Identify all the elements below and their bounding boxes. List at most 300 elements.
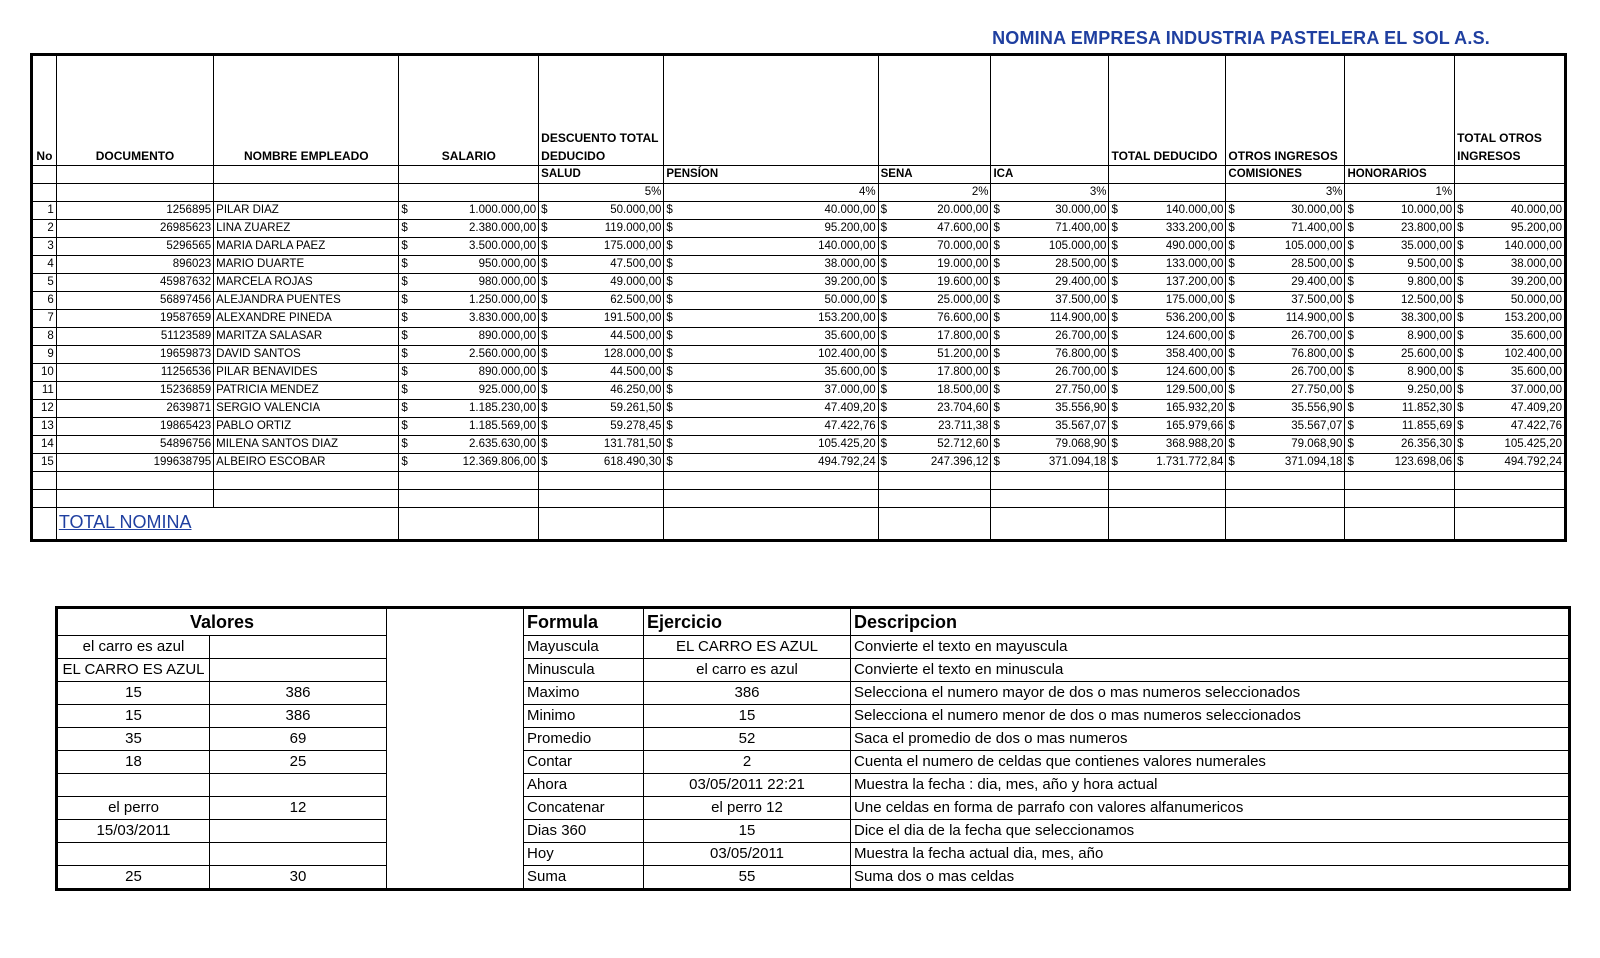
salud-value: 128.000,00	[603, 348, 662, 360]
currency-symbol: $	[1457, 204, 1464, 216]
currency-symbol: $	[666, 438, 673, 450]
total-ded-value: 368.988,20	[1165, 438, 1224, 450]
currency-symbol: $	[880, 438, 888, 450]
sena-cell	[878, 238, 991, 256]
total-ded-cell	[1109, 364, 1226, 382]
ica-value: 26.700,00	[1055, 366, 1107, 378]
comisiones-cell	[1226, 400, 1345, 418]
currency-symbol: $	[1111, 258, 1118, 270]
pension-value: 40.000,00	[824, 204, 876, 216]
total-otros-value: 105.425,20	[1504, 438, 1562, 450]
gap-cell	[387, 659, 524, 682]
salud-value: 191.500,00	[603, 312, 662, 324]
blank-cell	[1109, 472, 1226, 490]
pension-value: 102.400,00	[818, 348, 876, 360]
salud-cell	[539, 202, 664, 220]
salud-value: 62.500,00	[610, 294, 662, 306]
currency-symbol: $	[1457, 366, 1464, 378]
honorarios-cell	[1345, 382, 1455, 400]
total-otros-cell	[1455, 418, 1566, 436]
row-number: 9	[32, 346, 57, 364]
sena-value: 17.800,00	[937, 366, 989, 378]
total-otros-value: 37.000,00	[1510, 384, 1562, 396]
currency-symbol: $	[1111, 402, 1118, 414]
row-number: 12	[32, 400, 57, 418]
row-number: 7	[32, 310, 57, 328]
currency-symbol: $	[1347, 330, 1354, 342]
header-formula: Formula	[524, 608, 644, 636]
honorarios-value: 8.900,00	[1407, 330, 1453, 342]
ejercicio-cell: 2	[644, 751, 851, 774]
currency-symbol: $	[880, 240, 888, 252]
currency-symbol: $	[1111, 276, 1118, 288]
salario-value: 890.000,00	[478, 366, 537, 378]
total-cell	[878, 508, 991, 541]
sena-cell	[878, 454, 991, 472]
currency-symbol: $	[1111, 366, 1118, 378]
total-nomina-label[interactable]: TOTAL NOMINA	[58, 512, 192, 532]
documento-cell: 896023	[56, 256, 213, 274]
pension-cell	[664, 382, 878, 400]
documento-cell: 2639871	[56, 400, 213, 418]
honorarios-value: 9.250,00	[1407, 384, 1453, 396]
nombre-cell: ALEXANDRE PINEDA	[214, 310, 399, 328]
blank-cell	[56, 472, 213, 490]
currency-symbol: $	[880, 294, 888, 306]
ica-cell	[991, 346, 1109, 364]
salario-cell	[399, 328, 539, 346]
total-otros-cell	[1455, 328, 1566, 346]
total-ded-cell	[1109, 292, 1226, 310]
rate-empty	[56, 184, 213, 202]
honorarios-value: 11.855,69	[1401, 420, 1453, 432]
documento-cell: 51123589	[56, 328, 213, 346]
sena-value: 19.600,00	[937, 276, 989, 288]
honorarios-cell	[1345, 328, 1455, 346]
total-row	[32, 508, 1566, 541]
valor-1-cell: el perro	[57, 797, 210, 820]
valor-2-cell: 25	[210, 751, 387, 774]
currency-symbol: $	[401, 348, 408, 360]
pension-cell	[664, 400, 878, 418]
ica-cell	[991, 436, 1109, 454]
comisiones-value: 35.567,07	[1291, 420, 1343, 432]
currency-symbol: $	[880, 276, 888, 288]
currency-symbol: $	[993, 276, 1000, 288]
total-otros-value: 47.422,76	[1510, 420, 1562, 432]
currency-symbol: $	[666, 384, 673, 396]
comisiones-cell	[1226, 382, 1345, 400]
currency-symbol: $	[401, 330, 408, 342]
sena-value: 18.500,00	[937, 384, 989, 396]
currency-symbol: $	[1228, 204, 1235, 216]
comisiones-cell	[1226, 364, 1345, 382]
nombre-cell: ALBEIRO ESCOBAR	[214, 454, 399, 472]
total-otros-value: 39.200,00	[1510, 276, 1562, 288]
sena-value: 47.600,00	[937, 222, 989, 234]
salud-value: 59.261,50	[610, 402, 662, 414]
honorarios-cell	[1345, 364, 1455, 382]
nombre-cell: LINA ZUAREZ	[214, 220, 399, 238]
salario-cell	[399, 202, 539, 220]
subheader-empty	[1109, 166, 1226, 184]
gap-cell	[387, 843, 524, 866]
currency-symbol: $	[880, 384, 888, 396]
total-ded-value: 536.200,00	[1165, 312, 1224, 324]
subheader-comisiones: COMISIONES	[1226, 166, 1345, 184]
currency-symbol: $	[1228, 330, 1235, 342]
descripcion-cell: Dice el dia de la fecha que seleccionamos	[851, 820, 1570, 843]
valor-2-cell	[210, 820, 387, 843]
salario-cell	[399, 436, 539, 454]
blank-cell	[1226, 490, 1345, 508]
valor-1-cell: 15	[57, 705, 210, 728]
function-row	[57, 636, 1570, 659]
total-otros-value: 102.400,00	[1504, 348, 1562, 360]
salud-cell	[539, 292, 664, 310]
currency-symbol: $	[880, 330, 888, 342]
gap-cell	[387, 866, 524, 890]
pension-value: 105.425,20	[818, 438, 876, 450]
rate-salud: 5%	[539, 184, 664, 202]
pension-cell	[664, 238, 878, 256]
pension-value: 153.200,00	[818, 312, 876, 324]
currency-symbol: $	[541, 258, 548, 270]
documento-cell: 199638795	[56, 454, 213, 472]
total-otros-value: 35.600,00	[1510, 366, 1562, 378]
currency-symbol: $	[541, 222, 548, 234]
blank-cell	[664, 490, 878, 508]
sena-value: 23.704,60	[937, 402, 989, 414]
payroll-table	[30, 53, 1567, 542]
total-otros-value: 38.000,00	[1510, 258, 1562, 270]
currency-symbol: $	[1347, 204, 1354, 216]
salario-value: 3.830.000,00	[469, 312, 537, 324]
currency-symbol: $	[1347, 438, 1354, 450]
row-number: 10	[32, 364, 57, 382]
total-otros-cell	[1455, 310, 1566, 328]
comisiones-cell	[1226, 436, 1345, 454]
currency-symbol: $	[666, 294, 673, 306]
sena-value: 76.600,00	[937, 312, 989, 324]
pension-value: 47.422,76	[824, 420, 876, 432]
total-ded-value: 137.200,00	[1165, 276, 1224, 288]
descripcion-cell: Suma dos o mas celdas	[851, 866, 1570, 890]
total-ded-cell	[1109, 220, 1226, 238]
blank-cell	[991, 490, 1109, 508]
gap-cell	[387, 682, 524, 705]
currency-symbol: $	[541, 330, 548, 342]
ica-value: 105.000,00	[1048, 240, 1107, 252]
honorarios-value: 9.800,00	[1407, 276, 1453, 288]
currency-symbol: $	[993, 402, 1000, 414]
gap-cell	[387, 820, 524, 843]
total-ded-value: 129.500,00	[1165, 384, 1224, 396]
documento-cell: 19865423	[56, 418, 213, 436]
comisiones-value: 26.700,00	[1291, 366, 1343, 378]
sena-cell	[878, 202, 991, 220]
comisiones-cell	[1226, 202, 1345, 220]
salario-value: 1.185.569,00	[469, 420, 537, 432]
pension-cell	[664, 274, 878, 292]
rate-honorarios: 1%	[1345, 184, 1455, 202]
honorarios-cell	[1345, 292, 1455, 310]
ejercicio-cell: 15	[644, 820, 851, 843]
ica-cell	[991, 238, 1109, 256]
total-otros-cell	[1455, 400, 1566, 418]
currency-symbol: $	[1111, 384, 1118, 396]
row-number: 6	[32, 292, 57, 310]
documento-cell: 11256536	[56, 364, 213, 382]
currency-symbol: $	[401, 438, 408, 450]
honorarios-value: 8.900,00	[1407, 366, 1453, 378]
salario-value: 1.185.230,00	[469, 402, 537, 414]
currency-symbol: $	[1228, 294, 1235, 306]
currency-symbol: $	[666, 276, 673, 288]
currency-symbol: $	[993, 240, 1000, 252]
sena-value: 51.200,00	[937, 348, 989, 360]
sheet-title: NOMINA EMPRESA INDUSTRIA PASTELERA EL SOL A.S.	[992, 28, 1490, 48]
currency-symbol: $	[1228, 348, 1235, 360]
honorarios-value: 25.600,00	[1400, 348, 1453, 360]
currency-symbol: $	[1111, 420, 1118, 432]
employee-row	[32, 238, 1566, 256]
total-ded-value: 124.600,00	[1165, 366, 1224, 378]
nombre-cell: MARITZA SALASAR	[214, 328, 399, 346]
function-row	[57, 843, 1570, 866]
header-documento: DOCUMENTO	[56, 55, 213, 166]
valor-2-cell	[210, 774, 387, 797]
header-empty-pension	[664, 55, 878, 166]
employee-row	[32, 436, 1566, 454]
ica-value: 71.400,00	[1055, 222, 1107, 234]
currency-symbol: $	[666, 240, 673, 252]
ica-cell	[991, 400, 1109, 418]
gap-cell	[387, 774, 524, 797]
valor-1-cell: EL CARRO ES AZUL	[57, 659, 210, 682]
blank-cell	[1455, 490, 1566, 508]
honorarios-cell	[1345, 436, 1455, 454]
nombre-cell: PATRICIA MENDEZ	[214, 382, 399, 400]
total-otros-cell	[1455, 202, 1566, 220]
currency-symbol: $	[541, 348, 548, 360]
currency-symbol: $	[401, 420, 408, 432]
header-descuento: DESCUENTO TOTAL DEDUCIDO	[539, 55, 664, 166]
employee-row	[32, 310, 1566, 328]
nombre-cell: ALEJANDRA PUENTES	[214, 292, 399, 310]
salud-cell	[539, 310, 664, 328]
valor-2-cell: 386	[210, 682, 387, 705]
currency-symbol: $	[1457, 438, 1464, 450]
ica-value: 26.700,00	[1055, 330, 1107, 342]
descripcion-cell: Muestra la fecha actual dia, mes, año	[851, 843, 1570, 866]
currency-symbol: $	[1228, 240, 1235, 252]
valor-2-cell	[210, 843, 387, 866]
subheader-empty	[1455, 166, 1566, 184]
sena-cell	[878, 310, 991, 328]
gap-cell	[387, 728, 524, 751]
total-ded-value: 333.200,00	[1165, 222, 1224, 234]
pension-value: 35.600,00	[824, 366, 876, 378]
salud-cell	[539, 220, 664, 238]
salario-cell	[399, 292, 539, 310]
comisiones-value: 35.556,90	[1291, 402, 1343, 414]
function-row	[57, 866, 1570, 890]
currency-symbol: $	[666, 330, 673, 342]
sena-cell	[878, 328, 991, 346]
sena-cell	[878, 292, 991, 310]
ica-value: 37.500,00	[1055, 294, 1107, 306]
pension-value: 47.409,20	[824, 402, 876, 414]
currency-symbol: $	[1111, 204, 1118, 216]
total-cell	[1455, 508, 1566, 541]
valor-2-cell: 30	[210, 866, 387, 890]
currency-symbol: $	[993, 438, 1000, 450]
currency-symbol: $	[401, 366, 408, 378]
comisiones-cell	[1226, 220, 1345, 238]
currency-symbol: $	[401, 222, 408, 234]
comisiones-value: 79.068,90	[1291, 438, 1343, 450]
currency-symbol: $	[541, 312, 548, 324]
valor-1-cell	[57, 843, 210, 866]
currency-symbol: $	[1228, 312, 1235, 324]
total-otros-cell	[1455, 274, 1566, 292]
ejercicio-cell: el perro 12	[644, 797, 851, 820]
blank-cell	[32, 490, 57, 508]
descripcion-cell: Convierte el texto en minuscula	[851, 659, 1570, 682]
sena-cell	[878, 220, 991, 238]
formula-cell: Suma	[524, 866, 644, 890]
documento-cell: 19659873	[56, 346, 213, 364]
honorarios-value: 26.356,30	[1400, 438, 1453, 450]
currency-symbol: $	[1457, 276, 1464, 288]
salario-cell	[399, 220, 539, 238]
comisiones-value: 371.094,18	[1284, 456, 1343, 468]
valor-1-cell: 18	[57, 751, 210, 774]
employee-row	[32, 202, 1566, 220]
currency-symbol: $	[666, 366, 673, 378]
currency-symbol: $	[1228, 456, 1235, 468]
row-number: 15	[32, 454, 57, 472]
nombre-cell: PABLO ORTIZ	[214, 418, 399, 436]
honorarios-cell	[1345, 310, 1455, 328]
sena-value: 23.711,38	[938, 420, 989, 432]
formula-cell: Mayuscula	[524, 636, 644, 659]
currency-symbol: $	[1111, 330, 1118, 342]
honorarios-cell	[1345, 418, 1455, 436]
currency-symbol: $	[993, 294, 1000, 306]
total-otros-cell	[1455, 220, 1566, 238]
salud-cell	[539, 400, 664, 418]
salud-cell	[539, 256, 664, 274]
total-ded-cell	[1109, 418, 1226, 436]
total-ded-value: 1.731.772,84	[1156, 456, 1224, 468]
total-nomina-cell[interactable]	[56, 508, 399, 541]
comisiones-cell	[1226, 454, 1345, 472]
row-number: 13	[32, 418, 57, 436]
ica-value: 27.750,00	[1055, 384, 1107, 396]
function-row	[57, 797, 1570, 820]
ica-cell	[991, 256, 1109, 274]
pension-value: 39.200,00	[824, 276, 876, 288]
blank-cell	[539, 472, 664, 490]
honorarios-value: 10.000,00	[1400, 204, 1453, 216]
row-number: 4	[32, 256, 57, 274]
comisiones-cell	[1226, 328, 1345, 346]
total-ded-cell	[1109, 256, 1226, 274]
row-number: 3	[32, 238, 57, 256]
honorarios-cell	[1345, 256, 1455, 274]
salario-cell	[399, 382, 539, 400]
function-row	[57, 659, 1570, 682]
salud-value: 49.000,00	[610, 276, 662, 288]
subheader-sena: SENA	[878, 166, 991, 184]
salud-value: 44.500,00	[610, 330, 662, 342]
ica-value: 371.094,18	[1048, 456, 1107, 468]
currency-symbol: $	[1347, 366, 1354, 378]
pension-cell	[664, 220, 878, 238]
pension-cell	[664, 418, 878, 436]
total-ded-cell	[1109, 238, 1226, 256]
blank-cell	[399, 490, 539, 508]
currency-symbol: $	[880, 204, 888, 216]
honorarios-value: 38.300,00	[1400, 312, 1453, 324]
salud-value: 47.500,00	[610, 258, 662, 270]
currency-symbol: $	[1457, 330, 1464, 342]
salud-cell	[539, 274, 664, 292]
currency-symbol: $	[666, 348, 673, 360]
currency-symbol: $	[1347, 420, 1354, 432]
salario-value: 1.250.000,00	[469, 294, 537, 306]
pension-cell	[664, 256, 878, 274]
ica-cell	[991, 328, 1109, 346]
gap-cell	[387, 797, 524, 820]
rate-pension: 4%	[664, 184, 878, 202]
ica-cell	[991, 382, 1109, 400]
employee-row	[32, 328, 1566, 346]
salario-cell	[399, 238, 539, 256]
blank-row	[32, 490, 1566, 508]
documento-cell: 1256895	[56, 202, 213, 220]
blank-cell	[664, 472, 878, 490]
blank-row	[32, 472, 1566, 490]
sena-cell	[878, 274, 991, 292]
comisiones-value: 76.800,00	[1291, 348, 1343, 360]
total-cell	[1109, 508, 1226, 541]
currency-symbol: $	[1457, 420, 1464, 432]
pension-value: 140.000,00	[818, 240, 876, 252]
currency-symbol: $	[541, 438, 548, 450]
sena-value: 19.000,00	[937, 258, 989, 270]
blank-cell	[32, 472, 57, 490]
currency-symbol: $	[1228, 366, 1235, 378]
currency-symbol: $	[880, 312, 888, 324]
gap-cell	[387, 705, 524, 728]
pension-cell	[664, 454, 878, 472]
nombre-cell: PILAR DIAZ	[214, 202, 399, 220]
currency-symbol: $	[401, 402, 408, 414]
currency-symbol: $	[1457, 312, 1464, 324]
currency-symbol: $	[1457, 240, 1464, 252]
total-ded-cell	[1109, 274, 1226, 292]
ica-value: 28.500,00	[1055, 258, 1107, 270]
formula-cell: Concatenar	[524, 797, 644, 820]
honorarios-cell	[1345, 202, 1455, 220]
descripcion-cell: Convierte el texto en mayuscula	[851, 636, 1570, 659]
salud-cell	[539, 454, 664, 472]
ejercicio-cell: 03/05/2011 22:21	[644, 774, 851, 797]
currency-symbol: $	[541, 366, 548, 378]
